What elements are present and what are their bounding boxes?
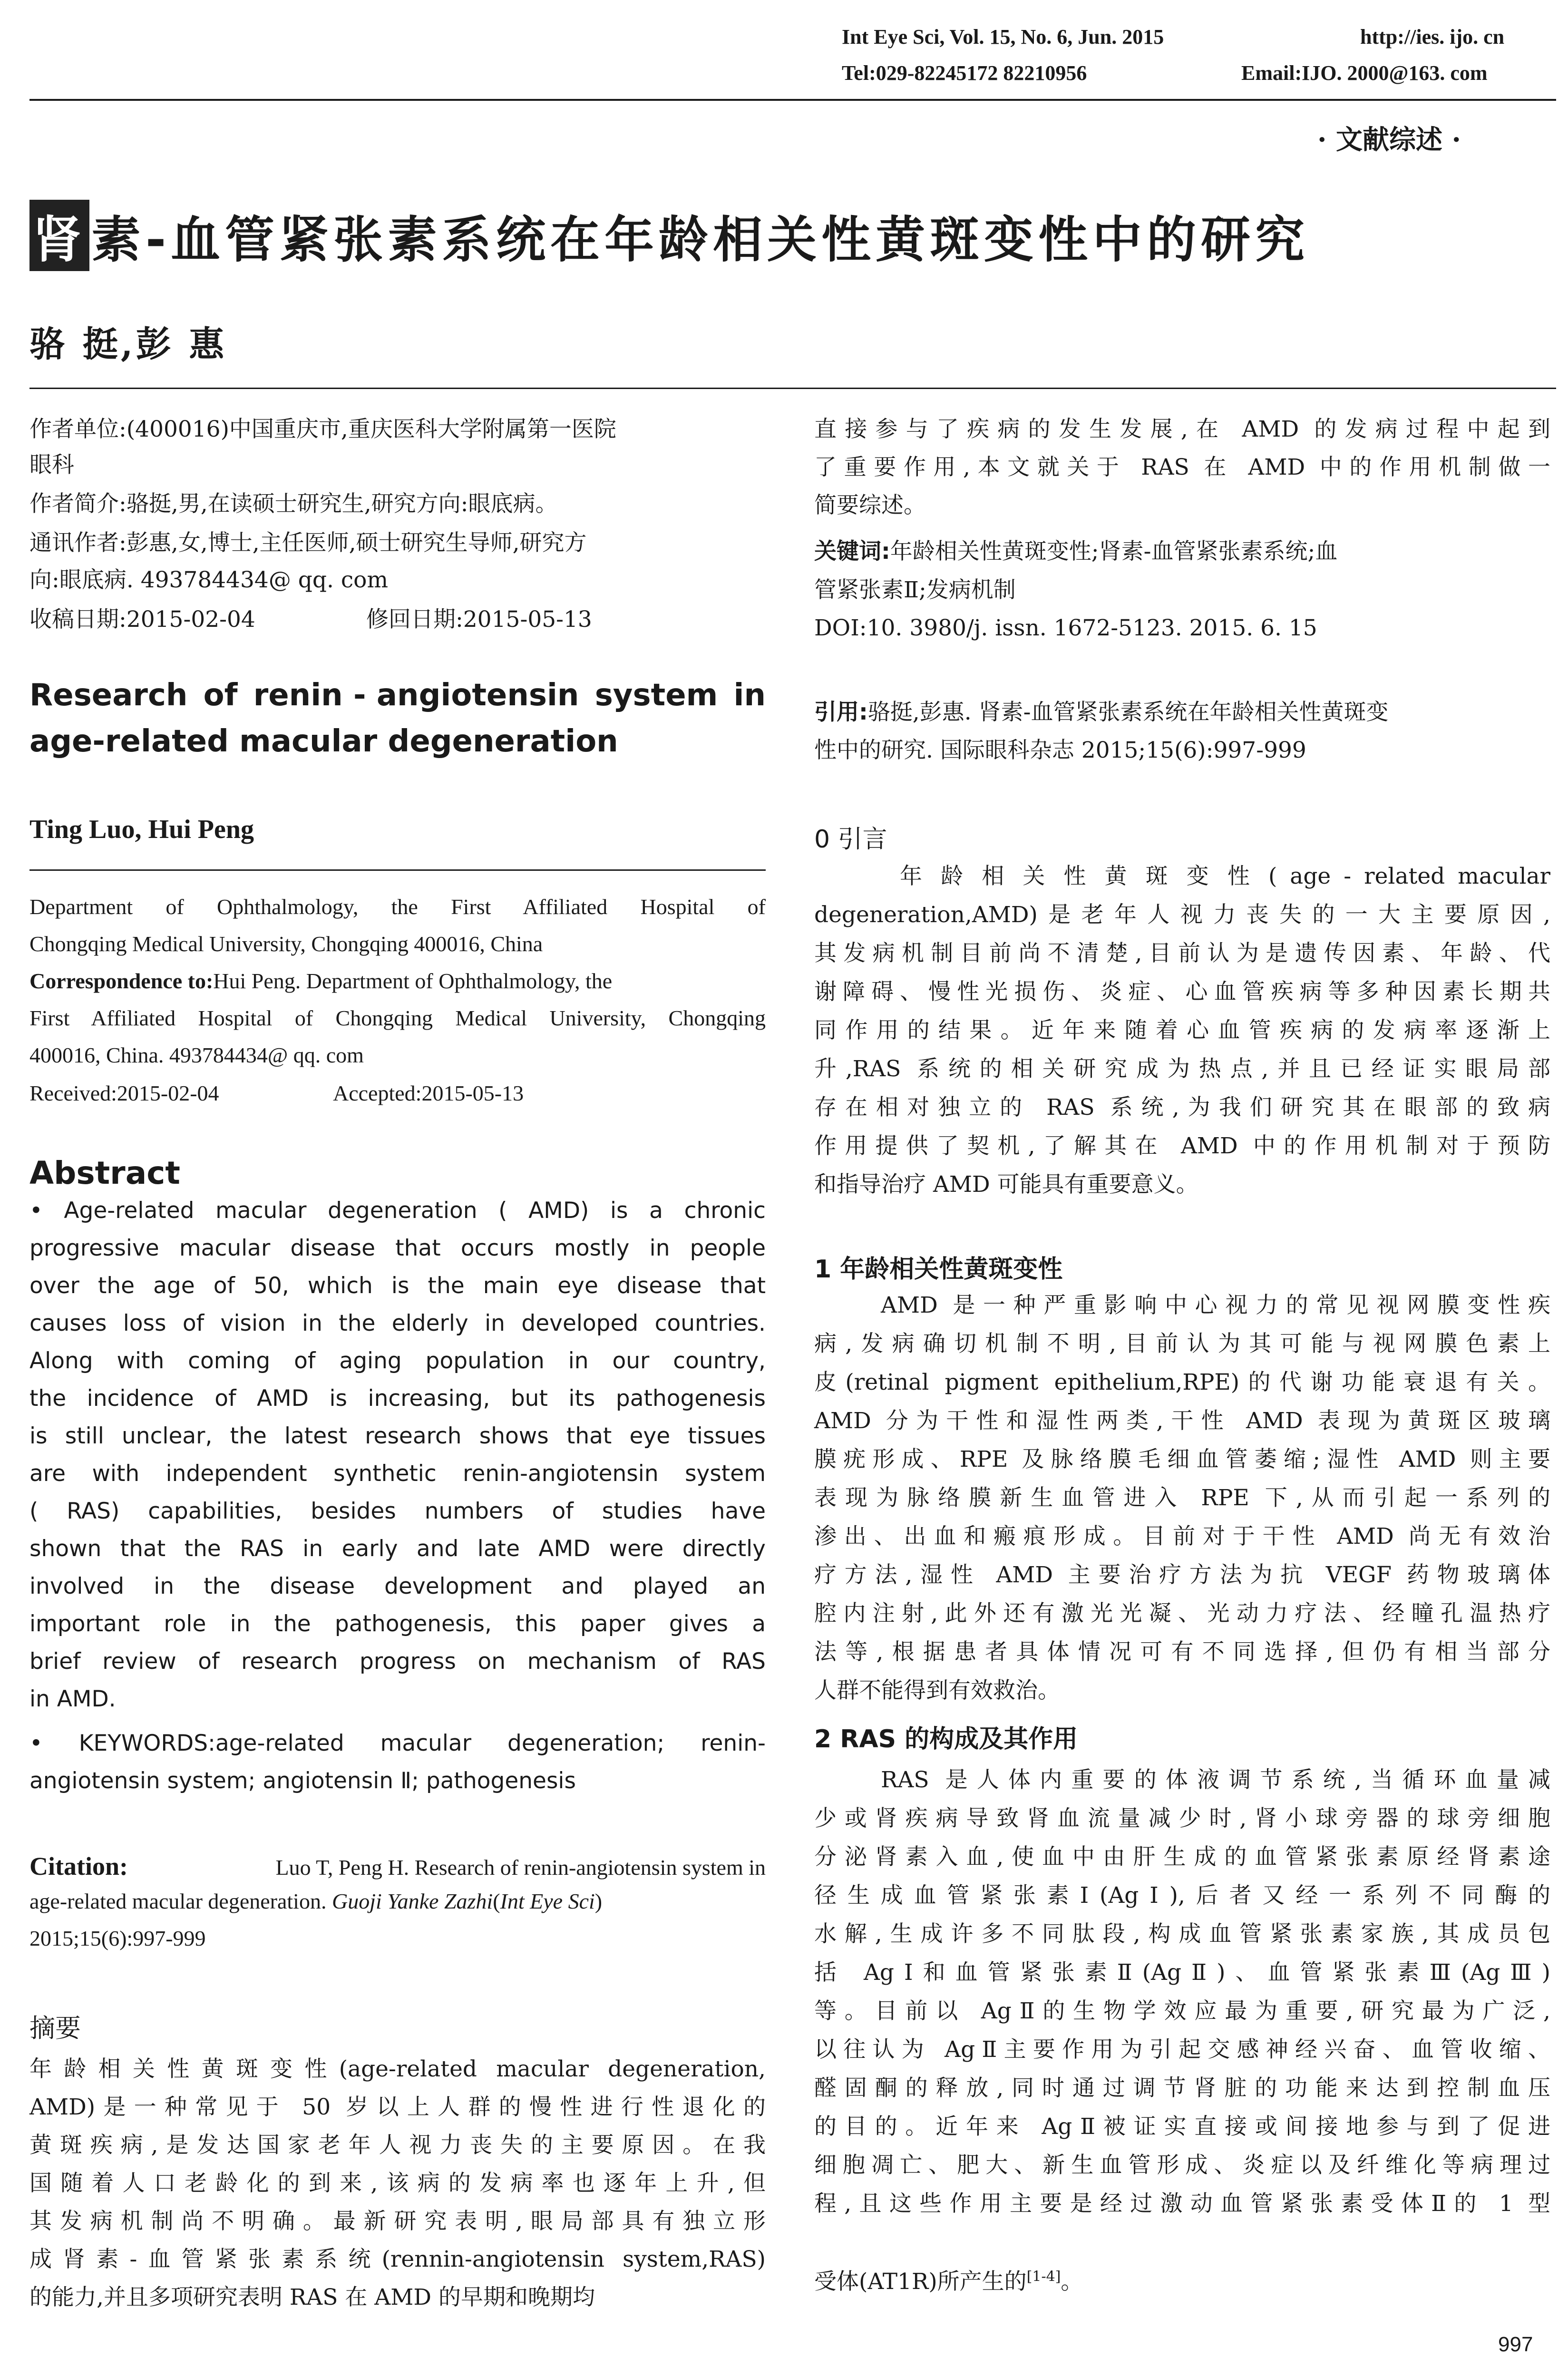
meta-author-intro: 作者简介:骆挺,男,在读硕士研究生,研究方向:眼底病。: [29, 491, 558, 517]
section-0-line: 其发病机制目前尚不清楚,目前认为是遗传因素、年龄、代: [814, 940, 1550, 966]
section-0-line: 存在相对独立的 RAS 系统,为我们研究其在眼部的致病: [814, 1094, 1550, 1120]
meta-revised: 修回日期:2015-05-13: [366, 606, 592, 633]
citation-journal-pinyin: Guoji Yanke Zazhi: [331, 1889, 493, 1913]
abstract-line: the incidence of AMD is increasing, but its pathogenesis: [29, 1385, 766, 1412]
abstract-cn-line: 直接参与了疾病的发生发展,在 AMD 的发病过程中起到: [814, 416, 1550, 442]
authors-cn: 骆 挺,彭 惠: [29, 324, 227, 365]
abstract-line: is still unclear, the latest research shows that eye tissues: [29, 1423, 766, 1449]
abstract-line: over the age of 50, which is the main eye disease that: [29, 1273, 766, 1299]
citation-text-1: Luo T, Peng H. Research of renin-angiotensin system in: [275, 1855, 766, 1880]
abstract-line: involved in the disease development and played an: [29, 1573, 766, 1599]
affiliation-accepted: Accepted:2015-05-13: [333, 1081, 524, 1105]
en-authors-rule: [29, 869, 766, 871]
abstract-keywords-2: angiotensin system; angiotensin Ⅱ; pathogenesis: [29, 1768, 576, 1794]
affiliation-line-4: First Affiliated Hospital of Chongqing Medical University, Chongqing: [29, 1006, 766, 1030]
section-0-heading: 0 引言: [814, 825, 887, 854]
section-1-line: 疗方法,湿性 AMD 主要治疗方法为抗 VEGF 药物玻璃体: [814, 1562, 1550, 1588]
section-2-line: 等。目前以 AgⅡ的生物学效应最为重要,研究最为广泛,: [814, 1998, 1550, 2024]
section-1-heading: 1 年龄相关性黄斑变性: [814, 1255, 1063, 1284]
section-2-line: 括 AgⅠ和血管紧张素Ⅱ(AgⅡ)、血管紧张素Ⅲ(AgⅢ): [814, 1959, 1550, 1986]
abstract-cn-line: 其发病机制尚不明确。最新研究表明,眼局部具有独立形: [29, 2208, 766, 2234]
affiliation-line-5: 400016, China. 493784434@ qq. com: [29, 1043, 364, 1067]
abstract-line: brief review of research progress on mechanism of RAS: [29, 1648, 766, 1675]
section-2-line: 以往认为 AgⅡ主要作用为引起交感神经兴奋、血管收缩、: [814, 2036, 1550, 2063]
section-2-line: 程,且这些作用主要是经过激动血管紧张素受体Ⅱ的 1 型: [814, 2191, 1550, 2217]
journal-url: http://ies. ijo. cn: [1360, 25, 1505, 49]
en-title-word: of: [203, 678, 238, 713]
section-2-line: RAS 是人体内重要的体液调节系统,当循环血量减: [881, 1767, 1550, 1793]
abstract-line: important role in the pathogenesis, this paper gives a: [29, 1611, 766, 1637]
citation-line-1: [29, 1851, 766, 1881]
citation-journal-en: Int Eye Sci: [500, 1889, 595, 1913]
meta-affiliation-1: 作者单位:(400016)中国重庆市,重庆医科大学附属第一医院: [29, 416, 616, 442]
page-number: 997: [1498, 2333, 1533, 2356]
abstract-line: ( RAS) capabilities, besides numbers of studies have: [29, 1498, 766, 1524]
en-title-word: Research: [29, 678, 188, 713]
section-1-line: AMD 是一种严重影响中心视力的常见视网膜变性疾: [881, 1292, 1550, 1318]
section-1-line: 皮(retinal pigment epithelium,RPE)的代谢功能衰退有关。: [814, 1369, 1550, 1395]
section-0-line: 升,RAS 系统的相关研究成为热点,并且已经证实眼局部: [814, 1056, 1550, 1082]
reference-marker: [1-4]: [1026, 2268, 1061, 2285]
abstract-cn-line: 黄斑疾病,是发达国家老年人视力丧失的主要原因。在我: [29, 2132, 766, 2158]
abstract-line: causes loss of vision in the elderly in developed countries.: [29, 1310, 766, 1336]
meta-received: 收稿日期:2015-02-04: [29, 606, 255, 633]
section-2-line: 醛固酮的释放,同时通过调节肾脏的功能来达到控制血压: [814, 2075, 1550, 2101]
meta-corresponding-2: 向:眼底病. 493784434@ qq. com: [29, 567, 389, 593]
section-1-line: 人群不能得到有效救治。: [814, 1677, 1060, 1704]
abstract-cn-line: 的能力,并且多项研究表明 RAS 在 AMD 的早期和晚期均: [29, 2284, 595, 2310]
section-1-line: 渗出、出血和瘢痕形成。目前对于干性 AMD 尚无有效治: [814, 1523, 1550, 1549]
abstract-line: are with independent synthetic renin-angiotensin system: [29, 1461, 766, 1487]
abstract-heading: Abstract: [29, 1155, 180, 1191]
abstract-line: Along with coming of aging population in our country,: [29, 1348, 766, 1374]
citation-cn-text-1: 骆挺,彭惠. 肾素-血管紧张素系统在年龄相关性黄斑变: [867, 699, 1389, 725]
section-0-line: degeneration,AMD)是老年人视力丧失的一大主要原因,: [814, 902, 1550, 928]
abstract-line: • Age-related macular degeneration ( AMD) is a chronic: [29, 1198, 766, 1224]
abstract-keywords-1: • KEYWORDS:age-related macular degeneration; renin-: [29, 1730, 766, 1756]
citation-line-3: 2015;15(6):997-999: [29, 1926, 206, 1950]
en-title-word: in: [733, 678, 766, 713]
abstract-cn-line: 年龄相关性黄斑变性(age-related macular degeneration,: [29, 2056, 766, 2082]
section-2-last-end: 。: [1061, 2269, 1083, 2295]
citation-cn-line-1: [814, 694, 1389, 726]
section-2-line: 分泌肾素入血,使血中由肝生成的血管紧张素原经肾素途: [814, 1844, 1550, 1870]
section-0-line: 和指导治疗 AMD 可能具有重要意义。: [814, 1171, 1198, 1198]
abstract-cn-heading: 摘要: [29, 2013, 81, 2043]
header-rule: [29, 99, 1556, 101]
section-2-line: 细胞凋亡、肥大、新生血管形成、炎症以及纤维化等病理过: [814, 2152, 1550, 2178]
section-2-heading: 2 RAS 的构成及其作用: [814, 1725, 1078, 1754]
section-2-last-text: 受体(AT1R)所产生的: [814, 2269, 1027, 2295]
title-first-char: 肾: [29, 200, 89, 271]
affiliation-line-1: Department of Ophthalmology, the First Affiliated Hospital of: [29, 895, 766, 919]
section-1-line: 病,发病确切机制不明,目前认为其可能与视网膜色素上: [814, 1331, 1550, 1357]
article-title: [29, 200, 1309, 271]
journal-tel: Tel:029-82245172 82210956: [842, 61, 1087, 85]
en-authors: Ting Luo, Hui Peng: [29, 815, 254, 844]
journal-email: Email:IJO. 2000@163. com: [1241, 61, 1488, 85]
affiliation-received: Received:2015-02-04: [29, 1081, 219, 1105]
abstract-cn-line: 国随着人口老龄化的到来,该病的发病率也逐年上升,但: [29, 2170, 766, 2196]
citation-line-2: [29, 1889, 602, 1914]
citation-text-2a: age-related macular degeneration.: [29, 1889, 332, 1913]
section-1-line: 膜疣形成、RPE 及脉络膜毛细血管萎缩;湿性 AMD 则主要: [814, 1446, 1550, 1472]
abstract-cn-line: 成肾素-血管紧张素系统(rennin-angiotensin system,RAS): [29, 2246, 766, 2272]
section-0-line: 同作用的结果。近年来随着心血管疾病的发病率逐渐上: [814, 1017, 1550, 1043]
citation-cn-label: 引用:: [814, 699, 868, 725]
abstract-cn-line: AMD)是一种常见于 50 岁以上人群的慢性进行性退化的: [29, 2094, 766, 2120]
meta-affiliation-2: 眼科: [29, 452, 74, 478]
section-2-line: 的目的。近年来 AgⅡ被证实直接或间接地参与到了促进: [814, 2114, 1550, 2140]
en-title-word: system: [594, 678, 718, 713]
section-0-line: 谢障碍、慢性光损伤、炎症、心血管疾病等多种因素长期共: [814, 979, 1550, 1005]
correspondence-label: Correspondence to:: [29, 969, 214, 993]
section-2-line: 少或肾疾病导致肾血流量减少时,肾小球旁器的球旁细胞: [814, 1805, 1550, 1831]
keywords-cn-text-1: 年龄相关性黄斑变性;肾素-血管紧张素系统;血: [890, 538, 1338, 565]
en-title-word: renin - angiotensin: [253, 678, 579, 713]
abstract-line: shown that the RAS in early and late AMD were directly: [29, 1536, 766, 1562]
meta-corresponding-1: 通讯作者:彭惠,女,博士,主任医师,硕士研究生导师,研究方: [29, 530, 587, 556]
section-2-line: 径生成血管紧张素Ⅰ(AgⅠ),后者又经一系列不同酶的: [814, 1882, 1550, 1909]
keywords-cn-line-1: [814, 534, 1337, 565]
section-2-line: 水解,生成许多不同肽段,构成血管紧张素家族,其成员包: [814, 1921, 1550, 1947]
en-title-line-2: age-related macular degeneration: [29, 724, 618, 759]
abstract-line: in AMD.: [29, 1686, 116, 1712]
keywords-cn-label: 关键词:: [814, 538, 890, 565]
title-rest: 素-血管紧张素系统在年龄相关性黄斑变性中的研究: [91, 211, 1310, 269]
section-2-last-line: [814, 2264, 1083, 2296]
column-tag: · 文献综述 ·: [1317, 124, 1461, 156]
title-rule: [29, 388, 1556, 389]
citation-cn-line-2: 性中的研究. 国际眼科杂志 2015;15(6):997-999: [814, 737, 1306, 763]
section-0-line: 年 龄 相 关 性 黄 斑 变 性 ( age - related macular: [900, 863, 1550, 889]
en-title-line-1: [29, 678, 766, 713]
citation-paren-open: (: [493, 1889, 500, 1913]
section-1-line: 表现为脉络膜新生血管进入 RPE 下,从而引起一系列的: [814, 1485, 1550, 1511]
keywords-cn-line-2: 管紧张素Ⅱ;发病机制: [814, 577, 1016, 603]
section-1-line: AMD 分为干性和湿性两类,干性 AMD 表现为黄斑区玻璃: [814, 1408, 1550, 1434]
abstract-cn-line: 简要综述。: [814, 492, 926, 518]
abstract-cn-line: 了重要作用,本文就关于 RAS 在 AMD 中的作用机制做一: [814, 454, 1550, 480]
section-1-line: 法等,根据患者具体情况可有不同选择,但仍有相当部分: [814, 1639, 1550, 1665]
affiliation-line-2: Chongqing Medical University, Chongqing 400016, China: [29, 932, 543, 956]
section-0-line: 作用提供了契机,了解其在 AMD 中的作用机制对于预防: [814, 1133, 1550, 1159]
journal-issue-line: Int Eye Sci, Vol. 15, No. 6, Jun. 2015: [842, 25, 1164, 49]
doi: DOI:10. 3980/j. issn. 1672-5123. 2015. 6. 15: [814, 615, 1317, 641]
citation-label: Citation:: [29, 1852, 128, 1880]
citation-paren-close: ): [594, 1889, 603, 1913]
correspondence-line: [29, 968, 766, 994]
abstract-line: progressive macular disease that occurs mostly in people: [29, 1235, 766, 1261]
section-1-line: 腔内注射,此外还有激光光凝、光动力疗法、经瞳孔温热疗: [814, 1600, 1550, 1627]
correspondence-text: Hui Peng. Department of Ophthalmology, the: [213, 969, 613, 993]
